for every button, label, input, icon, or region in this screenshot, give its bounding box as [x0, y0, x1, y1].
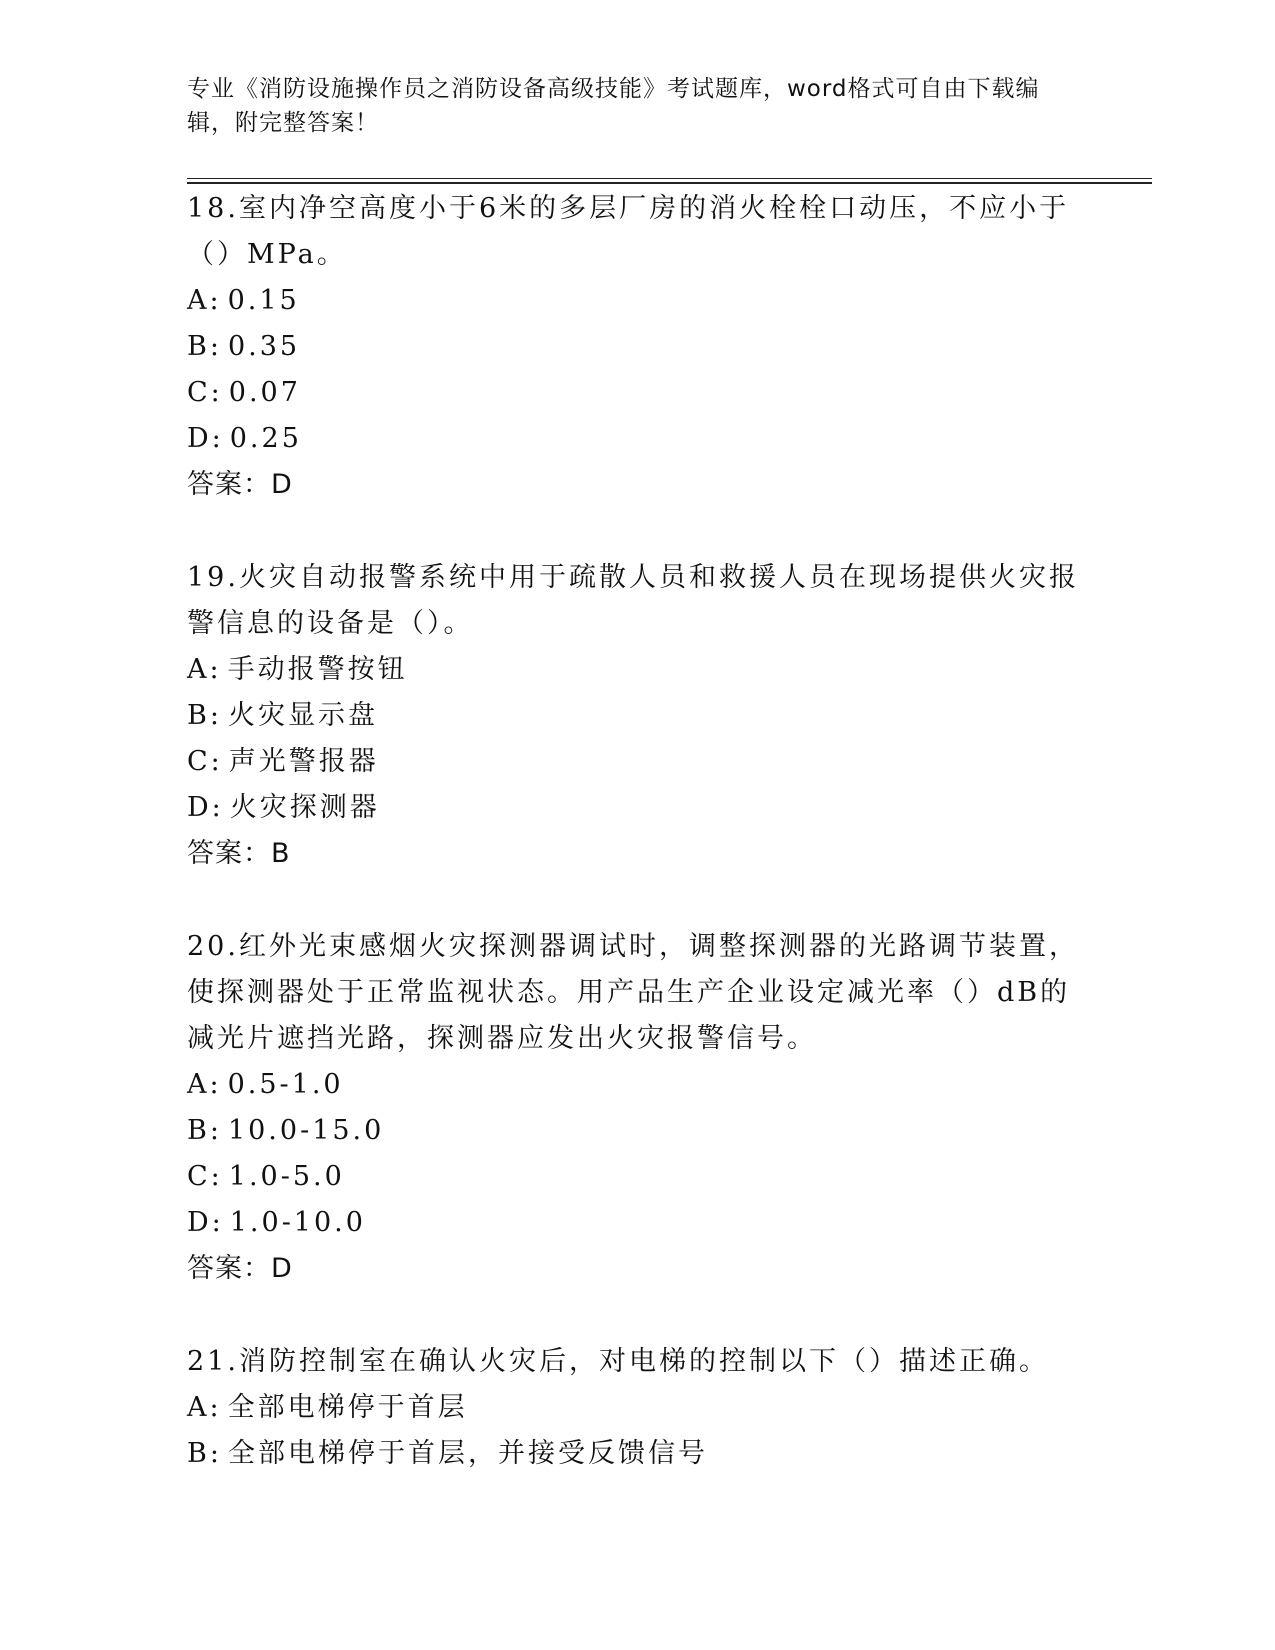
option-b	[187, 1431, 1087, 1477]
question-stem: 18.室内净空高度小于6米的多层厂房的消火栓栓口动压，不应小于（）MPa。	[187, 193, 1070, 270]
option-a	[187, 647, 1087, 693]
question-stem: 21.消防控制室在确认火灾后，对电梯的控制以下（）描述正确。	[187, 1346, 1049, 1377]
header-divider-thick	[187, 182, 1152, 184]
question-stem: 20.红外光束感烟火灾探测器调试时，调整探测器的光路调节装置，使探测器处于正常监视状态。用产品生产企业设定减光率（）dB的减光片遮挡光路，探测器应发出火灾报警信号。	[187, 931, 1079, 1054]
option-c	[187, 370, 1087, 416]
option-text: 0.07	[228, 377, 301, 408]
option-a	[187, 278, 1087, 324]
option-text: 全部电梯停于首层，并接受反馈信号	[227, 1438, 708, 1469]
question-20	[187, 924, 1087, 1292]
option-text: 0.35	[227, 331, 301, 362]
option-b	[187, 1108, 1087, 1154]
option-text: 10.0-15.0	[227, 1115, 385, 1146]
option-letter: B:	[187, 700, 222, 731]
answer-label: 答案：B	[187, 838, 291, 869]
option-text: 声光警报器	[228, 746, 379, 777]
option-letter: B:	[187, 1115, 222, 1146]
option-c	[187, 739, 1087, 785]
question-list	[187, 186, 1087, 1477]
option-letter: B:	[187, 1438, 222, 1469]
option-a	[187, 1062, 1087, 1108]
option-text: 0.15	[227, 285, 300, 316]
option-letter: C:	[187, 377, 223, 408]
option-d	[187, 1200, 1087, 1246]
option-letter: A:	[187, 285, 222, 316]
option-letter: A:	[187, 1069, 222, 1100]
answer-label: 答案：D	[187, 469, 293, 500]
option-text: 1.0-10.0	[229, 1207, 366, 1238]
header-divider-thin	[187, 178, 1152, 179]
option-letter: A:	[187, 1392, 222, 1423]
option-d	[187, 416, 1087, 462]
option-text: 0.25	[229, 423, 302, 454]
question-18	[187, 186, 1087, 508]
option-letter: D:	[187, 423, 224, 454]
option-letter: C:	[187, 1161, 223, 1192]
option-d	[187, 785, 1087, 831]
question-21	[187, 1339, 1087, 1477]
option-text: 1.0-5.0	[228, 1161, 345, 1192]
answer-label: 答案：D	[187, 1253, 293, 1284]
option-text: 全部电梯停于首层	[227, 1392, 468, 1423]
option-letter: D:	[187, 1207, 224, 1238]
document-header: 专业《消防设施操作员之消防设备高级技能》考试题库，word格式可自由下载编辑，附完整答案！	[187, 76, 1040, 136]
option-a	[187, 1385, 1087, 1431]
option-text: 火灾探测器	[229, 792, 380, 823]
option-b	[187, 324, 1087, 370]
option-letter: D:	[187, 792, 224, 823]
question-stem: 19.火灾自动报警系统中用于疏散人员和救援人员在现场提供火灾报警信息的设备是（）。	[187, 562, 1079, 639]
option-text: 0.5-1.0	[227, 1069, 344, 1100]
option-text: 手动报警按钮	[227, 654, 408, 685]
option-letter: C:	[187, 746, 223, 777]
option-letter: A:	[187, 654, 222, 685]
option-letter: B:	[187, 331, 222, 362]
option-b	[187, 693, 1087, 739]
question-19	[187, 555, 1087, 877]
option-c	[187, 1154, 1087, 1200]
option-text: 火灾显示盘	[227, 700, 378, 731]
